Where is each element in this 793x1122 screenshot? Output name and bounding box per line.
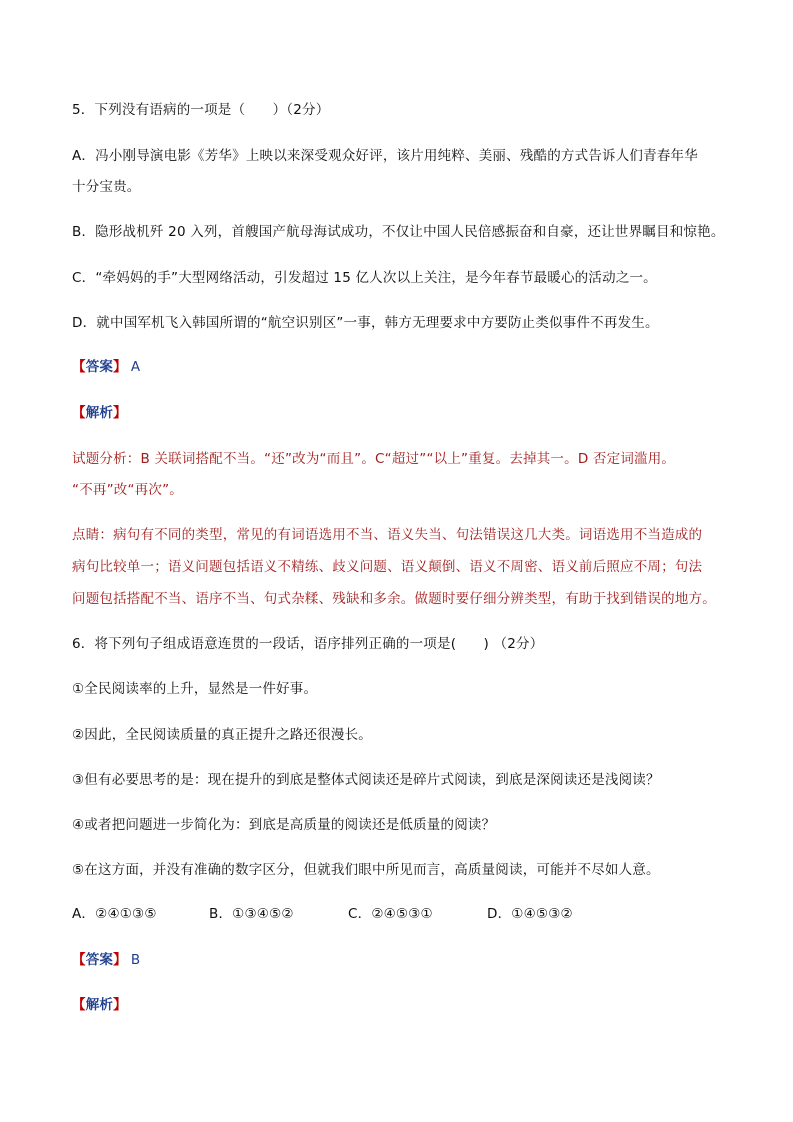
q5-tip-line2: 病句比较单一；语义问题包括语义不精练、歧义问题、语义颠倒、语义不周密、语义前后照应不周；句法 [72,559,703,575]
q6-option-a: A．②④①③⑤ [72,906,157,922]
q5-option-a-line1: A．冯小刚导演电影《芳华》上映以来深受观众好评，该片用纯粹、美丽、残酷的方式告诉人们青春年华 [72,148,698,164]
analysis-open-bracket: 【 [72,405,86,421]
q5-option-b: B．隐形战机歼 20 入列，首艘国产航母海试成功，不仅让中国人民倍感振奋和自豪，还让世界瞩目和惊艳。 [72,224,725,240]
q6-analysis-heading [72,995,127,1015]
q5-stem: 5．下列没有语病的一项是（ ）（2分） [72,102,330,118]
analysis-label: 解析 [85,997,114,1013]
q5-option-c: C．“牵妈妈的手”大型网络活动，引发超过 15 亿人次以上关注，是今年春节最暖心的活动之一。 [72,270,657,286]
answer-label: 答案 [85,952,114,968]
q5-option-a-line2: 十分宝贵。 [72,179,141,195]
answer-open-bracket: 【 [72,952,86,968]
answer-value: A [130,359,141,375]
answer-label: 答案 [85,359,114,375]
q6-option-c: C．②④⑤③① [348,906,433,922]
q6-options [72,904,573,924]
q6-stem: 6．将下列句子组成语意连贯的一段话，语序排列正确的一项是( ) （2分） [72,636,544,652]
analysis-close-bracket: 】 [113,997,127,1013]
analysis-open-bracket: 【 [72,997,86,1013]
q6-option-b: B．①③④⑤② [209,906,294,922]
answer-close-bracket: 】 [113,359,127,375]
q5-answer [72,357,140,377]
analysis-label: 解析 [85,405,114,421]
q6-option-d: D．①④⑤③② [487,906,573,922]
q5-tip-line1: 点睛：病句有不同的类型，常见的有词语选用不当、语义失当、句法错误这几大类。词语选用不当造成的 [72,527,703,543]
q5-tip-line3: 问题包括搭配不当、语序不当、句式杂糅、残缺和多余。做题时要仔细分辨类型，有助于找到错误的地方。 [72,591,716,607]
answer-open-bracket: 【 [72,359,86,375]
q6-sentence-3: ③但有必要思考的是：现在提升的到底是整体式阅读还是碎片式阅读，到底是深阅读还是浅阅读？ [72,772,660,788]
q6-sentence-5: ⑤在这方面，并没有准确的数字区分，但就我们眼中所见而言，高质量阅读，可能并不尽如人意。 [72,862,660,878]
q5-analysis-line2: “不再”改“再次”。 [72,482,183,498]
q6-sentence-2: ②因此，全民阅读质量的真正提升之路还很漫长。 [72,727,373,743]
answer-close-bracket: 】 [113,952,127,968]
analysis-close-bracket: 】 [113,405,127,421]
q5-option-d: D．就中国军机飞入韩国所谓的“航空识别区”一事，韩方无理要求中方要防止类似事件不再发生。 [72,315,659,331]
q6-answer [72,950,140,970]
q6-sentence-1: ①全民阅读率的上升，显然是一件好事。 [72,681,318,697]
q5-analysis-heading [72,403,127,423]
q5-analysis-line1: 试题分析：B 关联词搭配不当。“还”改为“而且”。C“超过”“以上”重复。去掉其一。D 否定词滥用。 [72,451,676,467]
answer-value: B [130,952,141,968]
q6-sentence-4: ④或者把问题进一步简化为：到底是高质量的阅读还是低质量的阅读？ [72,817,496,833]
